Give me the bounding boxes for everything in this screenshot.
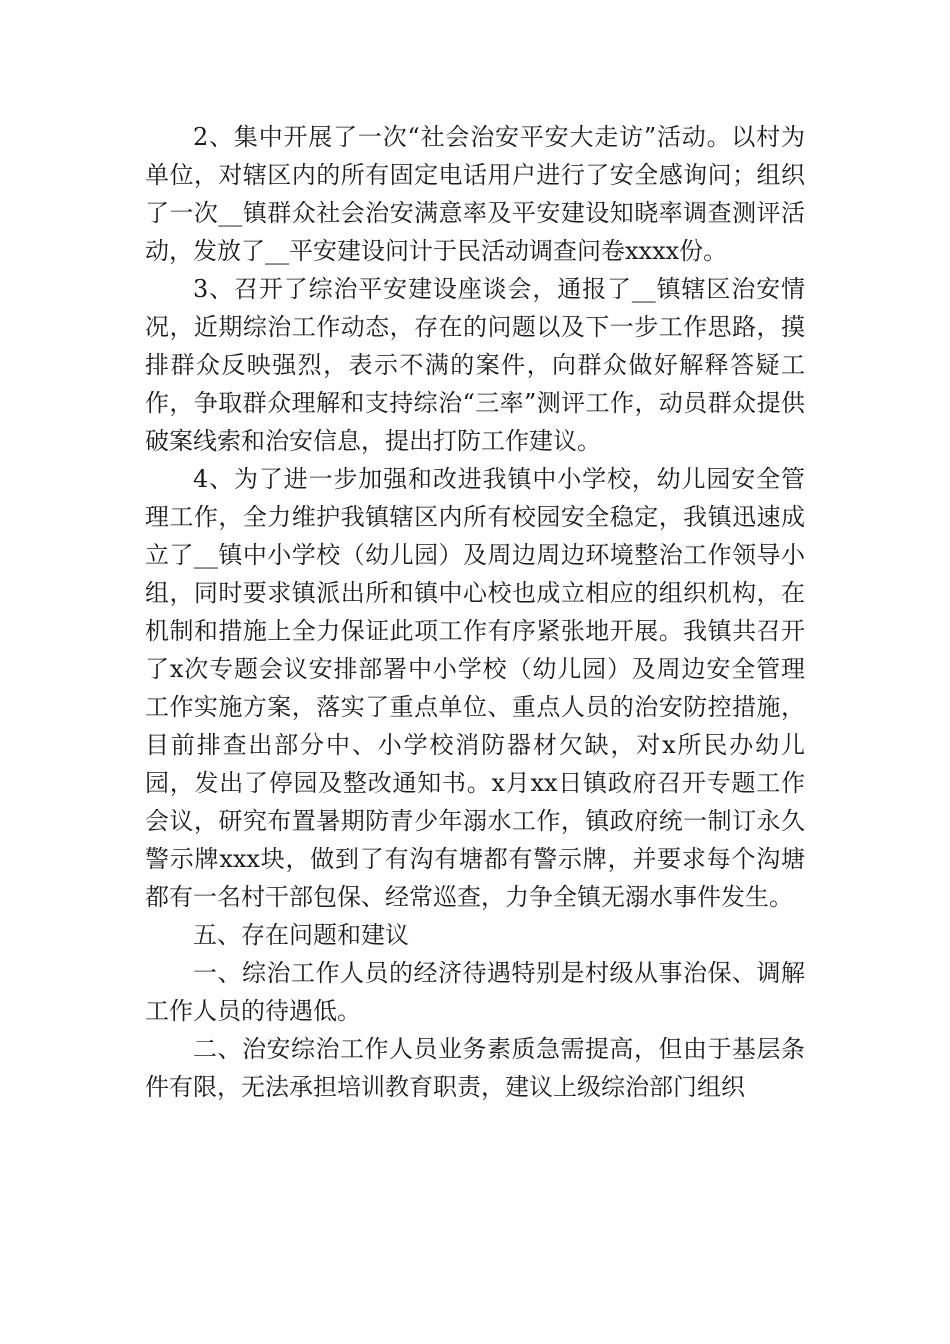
paragraph-problem-2: 二、治安综治工作人员业务素质急需提高，但由于基层条件有限，无法承担培训教育职责，建议上级综治部门组织 [145, 1035, 805, 1101]
paragraph-item-4-school-safety: 4、为了进一步加强和改进我镇中小学校，幼儿园安全管理工作，全力维护我镇辖区内所有校园安全稳定，我镇迅速成立了__镇中小学校（幼儿园）及周边周边环境整治工作领导小组，同时要求镇派出所和镇中心校也成立相应的组织机构，在机制和措施上全力保证此项工作有序紧张地开展。我镇共召开了x次专题会议安排部署中小学校（幼儿园）及周边安全管理工作实施方案，落实了重点单位、重点人员的治安防控措施，目前排查出部分中、小学校消防器材欠缺，对x所民办幼儿园，发出了停园及整改通知书。x月xx日镇政府召开专题工作会议，研究布置暑期防青少年溺水工作，镇政府统一制订永久警示牌xxx块，做到了有沟有塘都有警示牌，并要求每个沟塘都有一名村干部包保、经常巡查，力争全镇无溺水事件发生。 [145, 465, 805, 911]
paragraph-item-3-forum: 3、召开了综治平安建设座谈会，通报了__镇辖区治安情况，近期综治工作动态，存在的问题以及下一步工作思路，摸排群众反映强烈，表示不满的案件，向群众做好解释答疑工作，争取群众理解和支持综治“三率”测评工作，动员群众提供破案线索和治安信息，提出打防工作建议。 [145, 275, 805, 455]
paragraph-item-2-visit-campaign: 2、集中开展了一次“社会治安平安大走访”活动。以村为单位，对辖区内的所有固定电话用户进行了安全感询问；组织了一次__镇群众社会治安满意率及平安建设知晓率调查测评活动，发放了__平安建设问计于民活动调查问卷xxxx份。 [145, 123, 805, 265]
paragraph-problem-1: 一、综治工作人员的经济待遇特别是村级从事治保、调解工作人员的待遇低。 [145, 959, 805, 1025]
document-body [145, 118, 805, 1106]
section-heading-problems: 五、存在问题和建议 [193, 921, 409, 949]
